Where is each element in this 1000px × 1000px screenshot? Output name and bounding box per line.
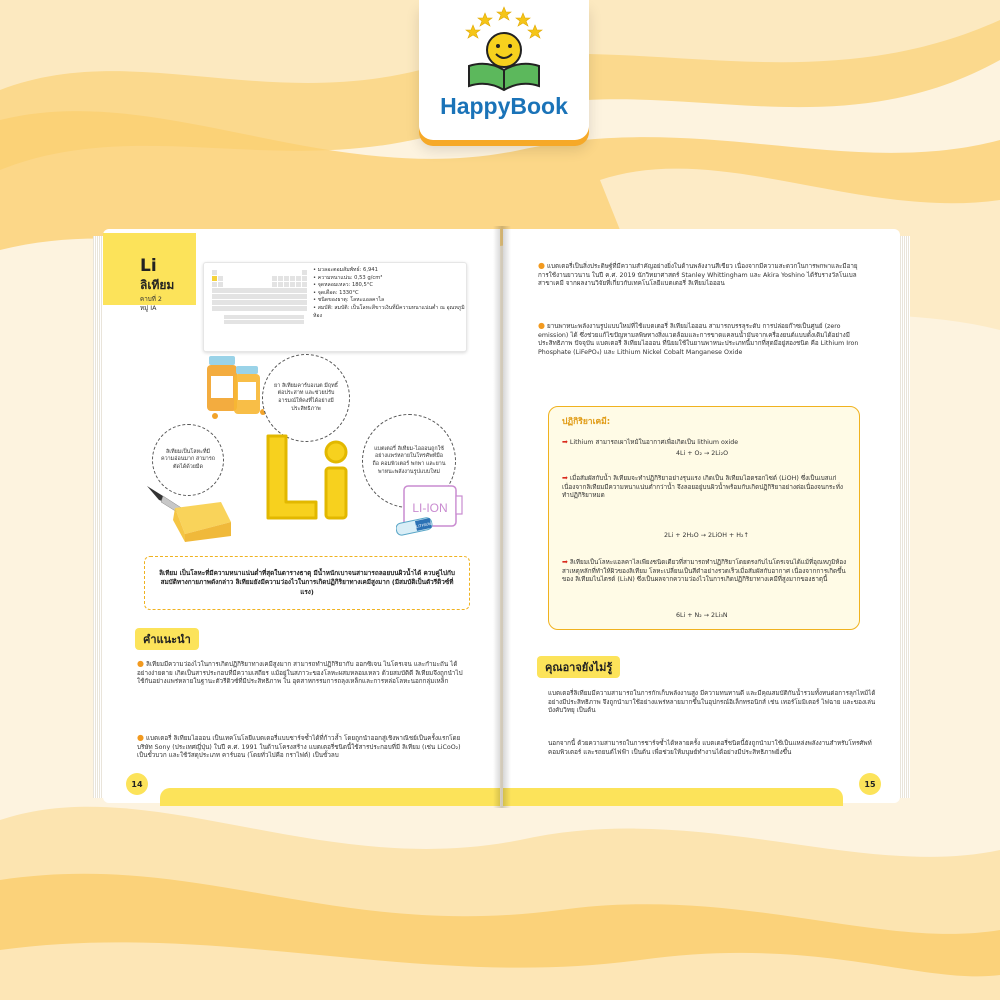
footer-bar-left xyxy=(160,788,500,806)
reaction-title: ปฏิกิริยาเคมี: xyxy=(562,417,611,427)
summary-box: ลิเทียม เป็นโลหะที่มีความหนาแน่นต่ำที่สุดในตารางธาตุ มีน้ำหนักเบาจนสามารถลอยบนผิวน้ำได้ ควบคู่ไปกับสมบัติทางกายภาพดังกล่าว ลิเทียมยังมีความว่องไวในการเกิดปฏิกิริยาทางเคมีสูงมาก (มีสมบัติเป็นตัวรีดิวซ์ที่แรง) xyxy=(144,556,470,610)
did-you-know-paragraph-1: แบตเตอรี่ลิเทียมมีความสามารถในการกักเก็บพลังงานสูง มีความทนทานดี และมีคุณสมบัติกันน้ำรวมทั้งทนต่อการลุกไหม้ได้อย่างมีประสิทธิภาพ จึงถูกนำมาใช้อย่างแพร่หลายมากขึ้นในอุปกรณ์อิเล็กทรอนิกส์ เช่น เทอร์โมมิเตอร์ ไฟฉาย และของเล่นบังคับวิทยุ เป็นต้น xyxy=(548,690,876,715)
li-ion-label: LI-ION xyxy=(412,501,448,515)
bullet-icon: ● xyxy=(137,659,144,668)
intro-paragraph-2: ● ยานพาหนะพลังงานรูปแบบใหม่ที่ใช้แบตเตอรี่ ลิเทียมไอออน สามารถบรรลุระดับ การปล่อยก๊าซเป็นศูนย์ (zero emission) ได้ ซึ่งช่วยแก้ไขปัญหามลพิษทางสิ่งแวดล้อมและการขาดแคลนน้ำมันจากเครื่องยนต์แบบดั้งเดิมได้อย่างมีประสิทธิภาพ ปัจจุบัน แบตเตอรี่ ลิเทียมไอออน ที่นิยมใช้ในยานพาหนะประเภทนี้มากที่สุดมีอยู่สองชนิด คือ Lithium Iron Phosphate (LiFePO₄) และ Lithium Nickel Cobalt Manganese Oxide xyxy=(538,321,859,356)
reaction-item: ➡ Lithium สามารถเผาไหม้ในอากาศเพื่อเกิดเป็น lithium oxide xyxy=(562,438,739,446)
bullet-icon: ● xyxy=(538,261,545,270)
element-info-list xyxy=(313,267,465,320)
battery-bubble: แบตเตอรี่ ลิเทียม-ไอออนถูกใช้อย่างแพร่หลายในโทรศัพท์มือถือ คอมพิวเตอร์ พกพา และยานพาหนะพลังงานรูปแบบใหม่ xyxy=(362,414,456,508)
medicine-bubble: ยา ลิเทียมคาร์บอเนต มีฤทธิ์ต่อประสาท และช่วยปรับอารมณ์ให้คงที่ได้อย่างมีประสิทธิภาพ xyxy=(262,354,350,442)
bullet-icon: ● xyxy=(137,733,144,742)
info-item: • จุดเดือด: 1330°C xyxy=(313,289,359,296)
info-item: • มวลอะตอมสัมพัทธ์: 6,941 xyxy=(313,267,378,273)
periodic-table-thumbnail xyxy=(212,270,308,325)
arrow-right-icon: ➡ xyxy=(562,558,568,566)
reaction-item: ➡ เมื่อสัมผัสกับน้ำ ลิเทียมจะทำปฏิกิริยาอย่างรุนแรง เกิดเป็น ลิเทียมไฮดรอกไซด์ (LiOH) ซึ่งเป็นเบสแก่ เนื่องจากลิเทียมมีความหนาแน่นต่ำกว่าน้ำ จึงลอยอยู่บนผิวน้ำพร้อมกับเกิดปฏิกิริยาอย่างต่อเนื่องจนกระทั่งทำปฏิกิริยาหมด xyxy=(562,474,843,500)
page-number-right: 15 xyxy=(859,773,881,795)
butter-knife-illustration xyxy=(145,484,235,544)
lithium-cell-label: LITHIUM xyxy=(415,520,433,529)
info-item: • ชนิดของธาตุ: โลหะแอลคาไล xyxy=(313,297,385,304)
advice-paragraph-1: ● ลิเทียมมีความว่องไวในการเกิดปฏิกิริยาทางเคมีสูงมาก สามารถทำปฏิกิริยากับ ออกซิเจน ไนโตรเจน และกำมะถัน ได้อย่างง่ายดาย เกิดเป็นสารประกอบที่มีความเสถียร แม้อยู่ในสภาวะของโลหะผสมหลอมเหลว ด้วยสมบัติดี ลิเทียมจึงถูกนำไปใช้กันอย่างแพร่หลายในฐานะตัวรีดิวซ์ที่มีประสิทธิภาพ ใน อุตสาหกรรมการถลุงเหล็กและการหล่อโลหะนอกกลุ่มเหล็ก xyxy=(137,659,463,686)
info-item: • ความหนาแน่น: 0,53 g/cm³ xyxy=(313,274,383,281)
info-item: • จุดหลอมเหลว: 180,5°C xyxy=(313,282,374,289)
bullet-icon: ● xyxy=(538,321,545,330)
element-name: ลิเทียม xyxy=(140,278,175,292)
reaction-item: ➡ ลิเทียมเป็นโลหะแอลคาไลเพียงชนิดเดียวที่สามารถทำปฏิกิริยาโดยตรงกับไนโตรเจนได้แม้ที่อุณหภูมิห้องสาเหตุหลักที่ทำให้ผิวของลิเทียม โลหะเปลี่ยนเป็นสีดำอย่างรวดเร็วเมื่อสัมผัสกับอากาศ เนื่องจากการเกิดขึ้นของ ลิเทียมไนไตรด์ (Li₃N) ซึ่งเป็นผลจากความว่องไวในการเกิดปฏิกิริยาทางเคมีที่สูงมากของธาตุนี้ xyxy=(562,558,847,584)
li-ion-battery-illustration xyxy=(396,482,476,538)
soft-metal-bubble: ลิเทียมเป็นโลหะที่มีความอ่อนมาก สามารถตัดได้ด้วยมีด xyxy=(152,424,224,496)
element-symbol: Li xyxy=(140,256,157,276)
did-you-know-paragraph-2: นอกจากนี้ ด้วยความสามารถในการชาร์จซ้ำได้หลายครั้ง แบตเตอรี่ชนิดนี้ยังถูกนำมาใช้เป็นแหล่งพลังงานสำหรับโทรศัพท์ คอมพิวเตอร์ และรถยนต์ไฟฟ้า เป็นต้น เพื่อช่วยให้มนุษย์ทำงานได้อย่างมีประสิทธิภาพยิ่งขึ้น xyxy=(548,740,872,756)
brand-name: HappyBook xyxy=(440,93,568,119)
big-li-letters xyxy=(262,432,354,522)
footer-bar-right xyxy=(503,788,843,806)
medicine-bottles-illustration xyxy=(203,352,271,420)
page-number-left: 14 xyxy=(126,773,148,795)
reaction-equation: 4Li + O₂ → 2Li₂O xyxy=(676,450,729,457)
reaction-equation: 2Li + 2H₂O → 2LiOH + H₂↑ xyxy=(664,532,749,539)
section-title-advice: คำแนะนำ xyxy=(135,628,199,650)
book-spine-shadow xyxy=(493,226,511,808)
element-position: คาบที่ 2 หมู่ IA xyxy=(140,296,162,312)
arrow-right-icon: ➡ xyxy=(562,438,568,446)
info-item: • สมบัติ: สมบัติ: เป็นโลหะสีขาวเงินที่มีความหนาแน่นต่ำ ณ อุณหภูมิห้อง xyxy=(313,304,465,319)
arrow-right-icon: ➡ xyxy=(562,474,568,482)
reaction-equation: 6Li + N₂ → 2Li₃N xyxy=(676,612,728,619)
advice-paragraph-2: ● แบตเตอรี่ ลิเทียมไอออน เป็นเทคโนโลยีแบตเตอรี่แบบชาร์จซ้ำได้ที่ก้าวล้ำ โดยถูกนำออกสู่เชิงพาณิชย์เป็นครั้งแรกโดยบริษัท Sony (ประเทศญี่ปุ่น) ในปี ค.ศ. 1991 ในด้านโครงสร้าง แบตเตอรี่ชนิดนี้ใช้สารประกอบที่มี ลิเทียม (เช่น LiCoO₂) เป็นขั้วบวก และใช้วัสดุประเภท คาร์บอน (โดยทั่วไปคือ กราไฟต์) เป็นขั้วลบ xyxy=(137,733,461,760)
section-title-did-you-know: คุณอาจยังไม่รู้ xyxy=(537,656,620,678)
intro-paragraph-1: ● แบตเตอรี่เป็นสิ่งประดิษฐ์ที่มีความสำคัญอย่างยิ่งในด้านพลังงานสีเขียว เนื่องจากมีความสะดวกในการพกพาและมีอายุการใช้งานยาวนาน ในปี ค.ศ. 2019 นักวิทยาศาสตร์ Stanley Whittingham และ Akira Yoshino ได้รับรางวัลโนเบลสาขาเคมี จากผลงานวิจัยที่เกี่ยวกับเทคโนโลยีแบตเตอรี่ ลิเทียมไอออน xyxy=(538,261,858,288)
